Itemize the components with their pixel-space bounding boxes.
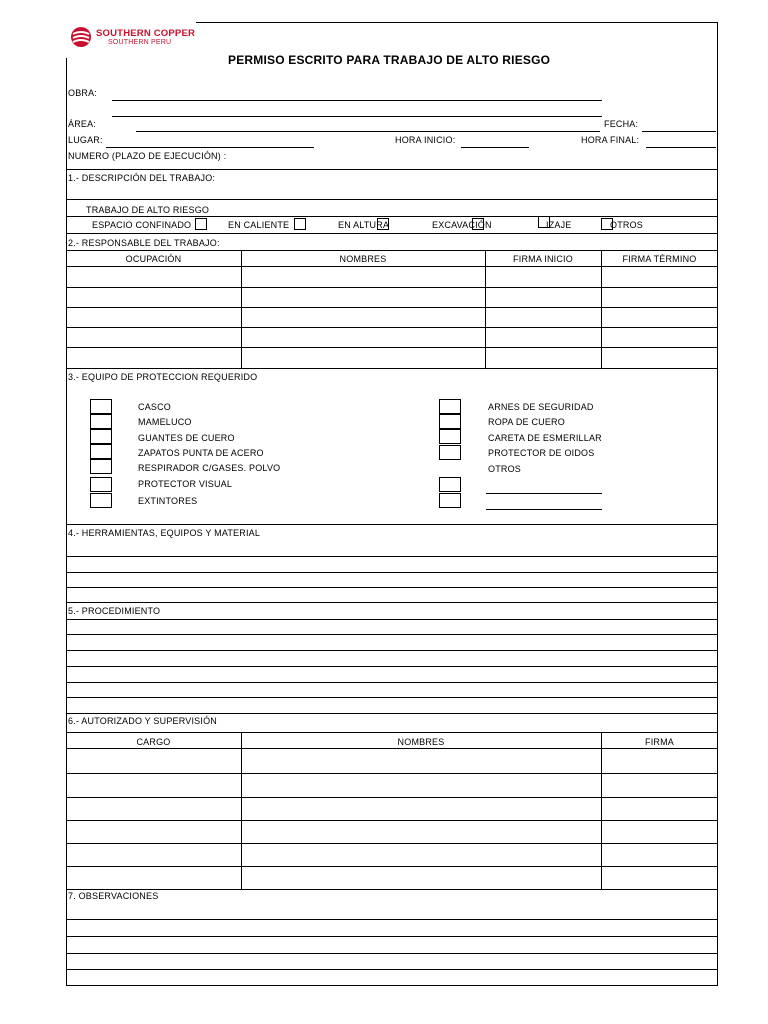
table-row: [66, 347, 718, 348]
table-row: [66, 843, 718, 844]
ppe-otros-checkbox-2[interactable]: [439, 493, 461, 508]
type-excavacion-checkbox[interactable]: [472, 218, 484, 230]
ppe-ropa-cuero-checkbox[interactable]: [439, 414, 461, 429]
ppe-guantes-checkbox[interactable]: [90, 429, 112, 444]
ppe-extintores-label: EXTINTORES: [138, 496, 198, 506]
high-risk-subtitle: TRABAJO DE ALTO RIESGO: [86, 205, 210, 215]
area-label: ÁREA:: [68, 119, 97, 129]
type-en-caliente-checkbox[interactable]: [294, 218, 306, 230]
ppe-arnes-checkbox[interactable]: [439, 399, 461, 414]
column-divider: [485, 250, 486, 368]
ppe-protector-visual-checkbox[interactable]: [90, 477, 112, 492]
type-excavacion-label: EXCAVACIÓN: [432, 220, 492, 230]
ppe-protector-oidos-label: PROTECTOR DE OIDOS: [488, 448, 595, 458]
column-divider: [241, 250, 242, 368]
ppe-protector-oidos-checkbox[interactable]: [439, 445, 461, 460]
writing-line[interactable]: [66, 572, 718, 573]
type-espacio-confinado-label: ESPACIO CONFINADO: [92, 220, 192, 230]
table-row: [66, 866, 718, 867]
ppe-careta-checkbox[interactable]: [439, 429, 461, 444]
logo-subsidiary: SOUTHERN PERU: [108, 39, 172, 46]
type-otros-label: OTROS: [610, 220, 644, 230]
ppe-zapatos-checkbox[interactable]: [90, 444, 112, 459]
column-header-firma-termino: FIRMA TÉRMINO: [622, 254, 697, 264]
writing-line[interactable]: [66, 697, 718, 698]
writing-line[interactable]: [66, 634, 718, 635]
table-row: [66, 797, 718, 798]
hora-final-label: HORA FINAL:: [581, 135, 640, 145]
table-row: [66, 287, 718, 288]
type-izaje-label: IZAJE: [546, 220, 572, 230]
southern-copper-logo-icon: [70, 26, 92, 48]
writing-line[interactable]: [66, 587, 718, 588]
ppe-mameluco-label: MAMELUCO: [138, 417, 192, 427]
obra-field-line2[interactable]: [112, 116, 602, 117]
type-en-altura-checkbox[interactable]: [377, 218, 389, 230]
ppe-careta-label: CARETA DE ESMERILLAR: [488, 433, 602, 443]
writing-line[interactable]: [66, 953, 718, 954]
page-title: PERMISO ESCRITO PARA TRABAJO DE ALTO RIESGO: [228, 53, 551, 67]
divider: [66, 250, 718, 251]
ppe-respirador-checkbox[interactable]: [90, 459, 112, 474]
table-row: [66, 327, 718, 328]
ppe-otros-checkbox-1[interactable]: [439, 477, 461, 492]
writing-line[interactable]: [66, 666, 718, 667]
ppe-zapatos-label: ZAPATOS PUNTA DE ACERO: [138, 448, 264, 458]
ppe-mameluco-checkbox[interactable]: [90, 414, 112, 429]
column-divider: [601, 732, 602, 889]
writing-line[interactable]: [66, 969, 718, 970]
ppe-otros-label: OTROS: [488, 464, 522, 474]
column-divider: [241, 732, 242, 889]
hora-inicio-label: HORA INICIO:: [395, 135, 456, 145]
divider: [66, 169, 718, 170]
ppe-protector-visual-label: PROTECTOR VISUAL: [138, 479, 233, 489]
divider: [66, 199, 718, 200]
section-1-title: 1.- DESCRIPCIÓN DEL TRABAJO:: [68, 173, 216, 183]
type-en-altura-label: EN ALTURA: [338, 220, 390, 230]
column-header-nombres: NOMBRES: [397, 737, 445, 747]
section-5-title: 5.- PROCEDIMIENTO: [68, 606, 161, 616]
logo-company: SOUTHERN COPPER: [96, 28, 196, 39]
area-field[interactable]: [136, 131, 600, 132]
hora-final-field[interactable]: [646, 147, 716, 148]
hora-inicio-field[interactable]: [461, 147, 529, 148]
section-6-title: 6.- AUTORIZADO Y SUPERVISIÓN: [68, 716, 217, 726]
column-header-firma: FIRMA: [645, 737, 674, 747]
writing-line[interactable]: [66, 556, 718, 557]
column-header-firma-inicio: FIRMA INICIO: [513, 254, 573, 264]
ppe-casco-label: CASCO: [138, 402, 172, 412]
writing-line[interactable]: [66, 919, 718, 920]
column-header-ocupacion: OCUPACIÓN: [125, 254, 182, 264]
writing-line[interactable]: [66, 650, 718, 651]
type-espacio-confinado-checkbox[interactable]: [195, 218, 207, 230]
logo: [66, 20, 196, 58]
column-header-nombres: NOMBRES: [339, 254, 387, 264]
table-row: [66, 307, 718, 308]
section-7-title: 7. OBSERVACIONES: [68, 891, 159, 901]
ppe-ropa-cuero-label: ROPA DE CUERO: [488, 417, 565, 427]
writing-line[interactable]: [66, 682, 718, 683]
lugar-label: LUGAR:: [68, 135, 103, 145]
lugar-field[interactable]: [106, 147, 314, 148]
fecha-field[interactable]: [642, 131, 716, 132]
ppe-otros-field-1[interactable]: [486, 493, 602, 494]
section-3-title: 3.- EQUIPO DE PROTECCION REQUERIDO: [68, 372, 258, 382]
ppe-otros-field-2[interactable]: [486, 509, 602, 510]
divider: [66, 713, 718, 714]
column-header-cargo: CARGO: [136, 737, 171, 747]
divider: [66, 233, 718, 234]
divider: [66, 732, 718, 733]
numero-label: NUMERO (PLAZO DE EJECUCIÓN) :: [68, 151, 227, 161]
ppe-extintores-checkbox[interactable]: [90, 493, 112, 508]
ppe-casco-checkbox[interactable]: [90, 399, 112, 414]
divider: [66, 889, 718, 890]
table-row: [66, 820, 718, 821]
ppe-respirador-label: RESPIRADOR C/GASES. POLVO: [138, 463, 281, 473]
type-en-caliente-label: EN CALIENTE: [228, 220, 290, 230]
column-divider: [601, 250, 602, 368]
table-row: [66, 748, 718, 749]
divider: [66, 368, 718, 369]
divider: [66, 524, 718, 525]
table-row: [66, 266, 718, 267]
fecha-label: FECHA:: [604, 119, 639, 129]
obra-field[interactable]: [112, 100, 602, 101]
ppe-arnes-label: ARNES DE SEGURIDAD: [488, 402, 594, 412]
divider: [66, 602, 718, 603]
divider: [66, 216, 718, 217]
obra-label: OBRA:: [68, 88, 98, 98]
table-row: [66, 773, 718, 774]
writing-line[interactable]: [66, 936, 718, 937]
section-2-title: 2.- RESPONSABLE DEL TRABAJO:: [68, 238, 220, 248]
section-4-title: 4.- HERRAMIENTAS, EQUIPOS Y MATERIAL: [68, 528, 261, 538]
writing-line[interactable]: [66, 619, 718, 620]
ppe-guantes-label: GUANTES DE CUERO: [138, 433, 235, 443]
